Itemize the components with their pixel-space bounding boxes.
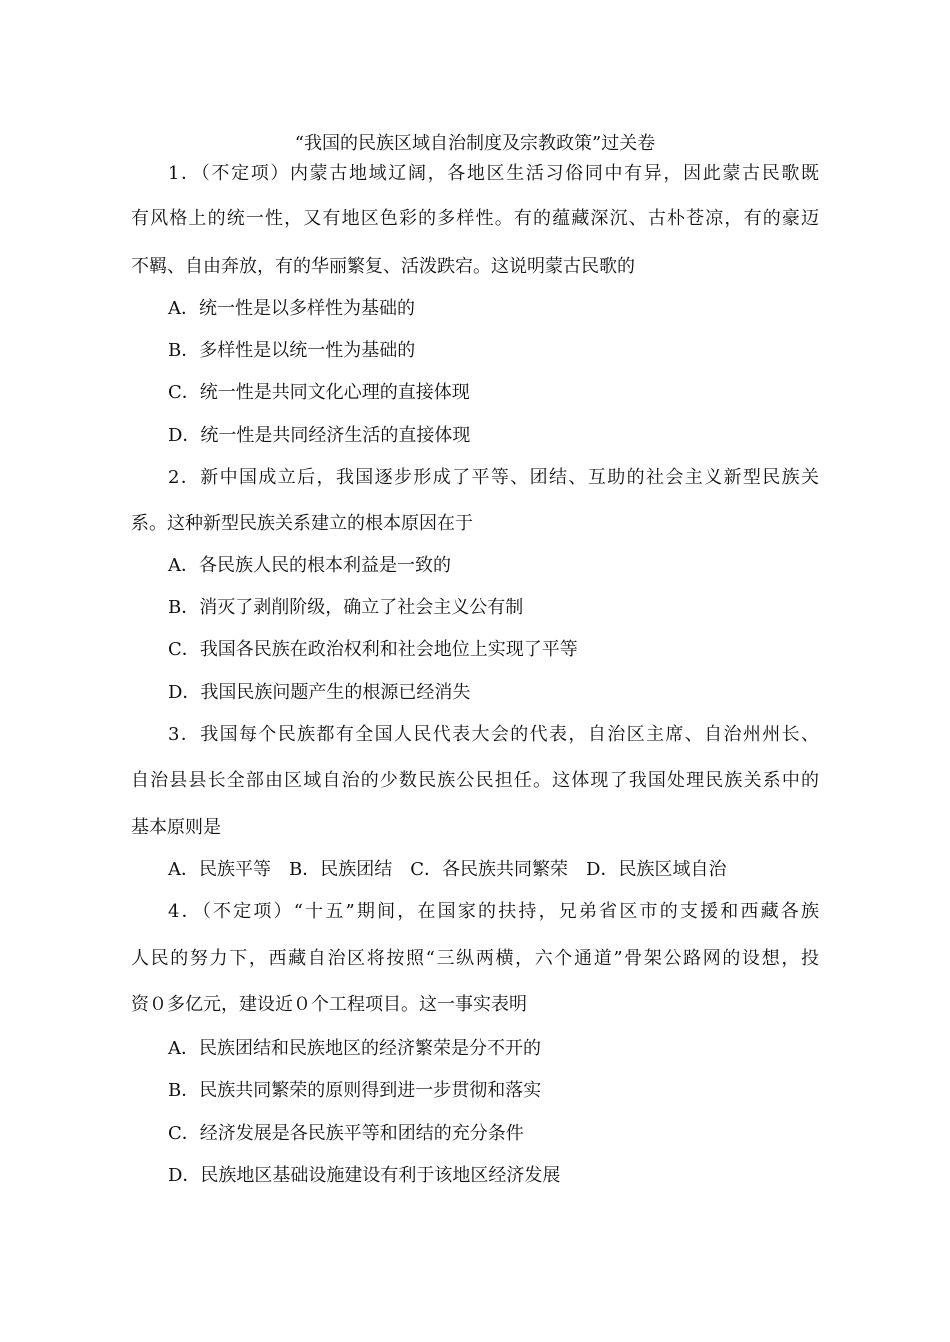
- question-3-options: [168, 857, 744, 883]
- question-4-line-2: 人民的努力下，西藏自治区将按照“三纵两横，六个通道”骨架公路网的设想，投: [131, 948, 819, 969]
- question-2-option-d: D．我国民族问题产生的根源已经消失: [168, 682, 471, 703]
- question-3-option-c: C．各民族共同繁荣: [410, 859, 569, 880]
- question-3-line-3: 基本原则是: [131, 817, 221, 838]
- question-2-option-a: A．各民族人民的根本利益是一致的: [168, 555, 451, 576]
- question-4-option-c: C．经济发展是各民族平等和团结的充分条件: [168, 1123, 524, 1144]
- question-4-option-b: B．民族共同繁荣的原则得到进一步贯彻和落实: [168, 1080, 542, 1101]
- question-2-option-b: B．消灭了剥削阶级，确立了社会主义公有制: [168, 597, 524, 618]
- question-3-line-1: 3．我国每个民族都有全国人民代表大会的代表，自治区主席、自治州州长、: [168, 724, 819, 745]
- question-3-option-a: A．民族平等: [168, 859, 271, 880]
- question-4-line-1: 4．（不定项）“十五”期间，在国家的扶持，兄弟省区市的支援和西藏各族: [168, 901, 819, 922]
- question-1-line-1: 1．（不定项）内蒙古地域辽阔，各地区生活习俗同中有异，因此蒙古民歌既: [168, 163, 819, 184]
- question-1-line-3: 不羁、自由奔放，有的华丽繁复、活泼跌宕。这说明蒙古民歌的: [131, 256, 635, 277]
- question-2-option-c: C．我国各民族在政治权利和社会地位上实现了平等: [168, 639, 578, 660]
- document-title: “我国的民族区域自治制度及宗教政策”过关卷: [294, 133, 656, 154]
- question-1-line-2: 有风格上的统一性，又有地区色彩的多样性。有的蕴藏深沉、古朴苍凉，有的豪迈: [131, 208, 819, 229]
- question-4-line-3: 资０多亿元，建设近０个工程项目。这一事实表明: [131, 994, 527, 1015]
- question-3-option-d: D．民族区域自治: [586, 859, 727, 880]
- question-1-option-b: B．多样性是以统一性为基础的: [168, 340, 416, 361]
- question-1-option-a: A．统一性是以多样性为基础的: [168, 298, 415, 319]
- question-2-line-2: 系。这种新型民族关系建立的根本原因在于: [131, 513, 473, 534]
- question-4-option-d: D．民族地区基础设施建设有利于该地区经济发展: [168, 1165, 561, 1186]
- question-4-option-a: A．民族团结和民族地区的经济繁荣是分不开的: [168, 1038, 541, 1059]
- question-1-option-c: C．统一性是共同文化心理的直接体现: [168, 382, 470, 403]
- question-2-line-1: 2．新中国成立后，我国逐步形成了平等、团结、互助的社会主义新型民族关: [168, 467, 819, 488]
- question-1-option-d: D．统一性是共同经济生活的直接体现: [168, 425, 471, 446]
- question-3-line-2: 自治县县长全部由区域自治的少数民族公民担任。这体现了我国处理民族关系中的: [131, 770, 819, 791]
- question-3-option-b: B．民族团结: [289, 859, 393, 880]
